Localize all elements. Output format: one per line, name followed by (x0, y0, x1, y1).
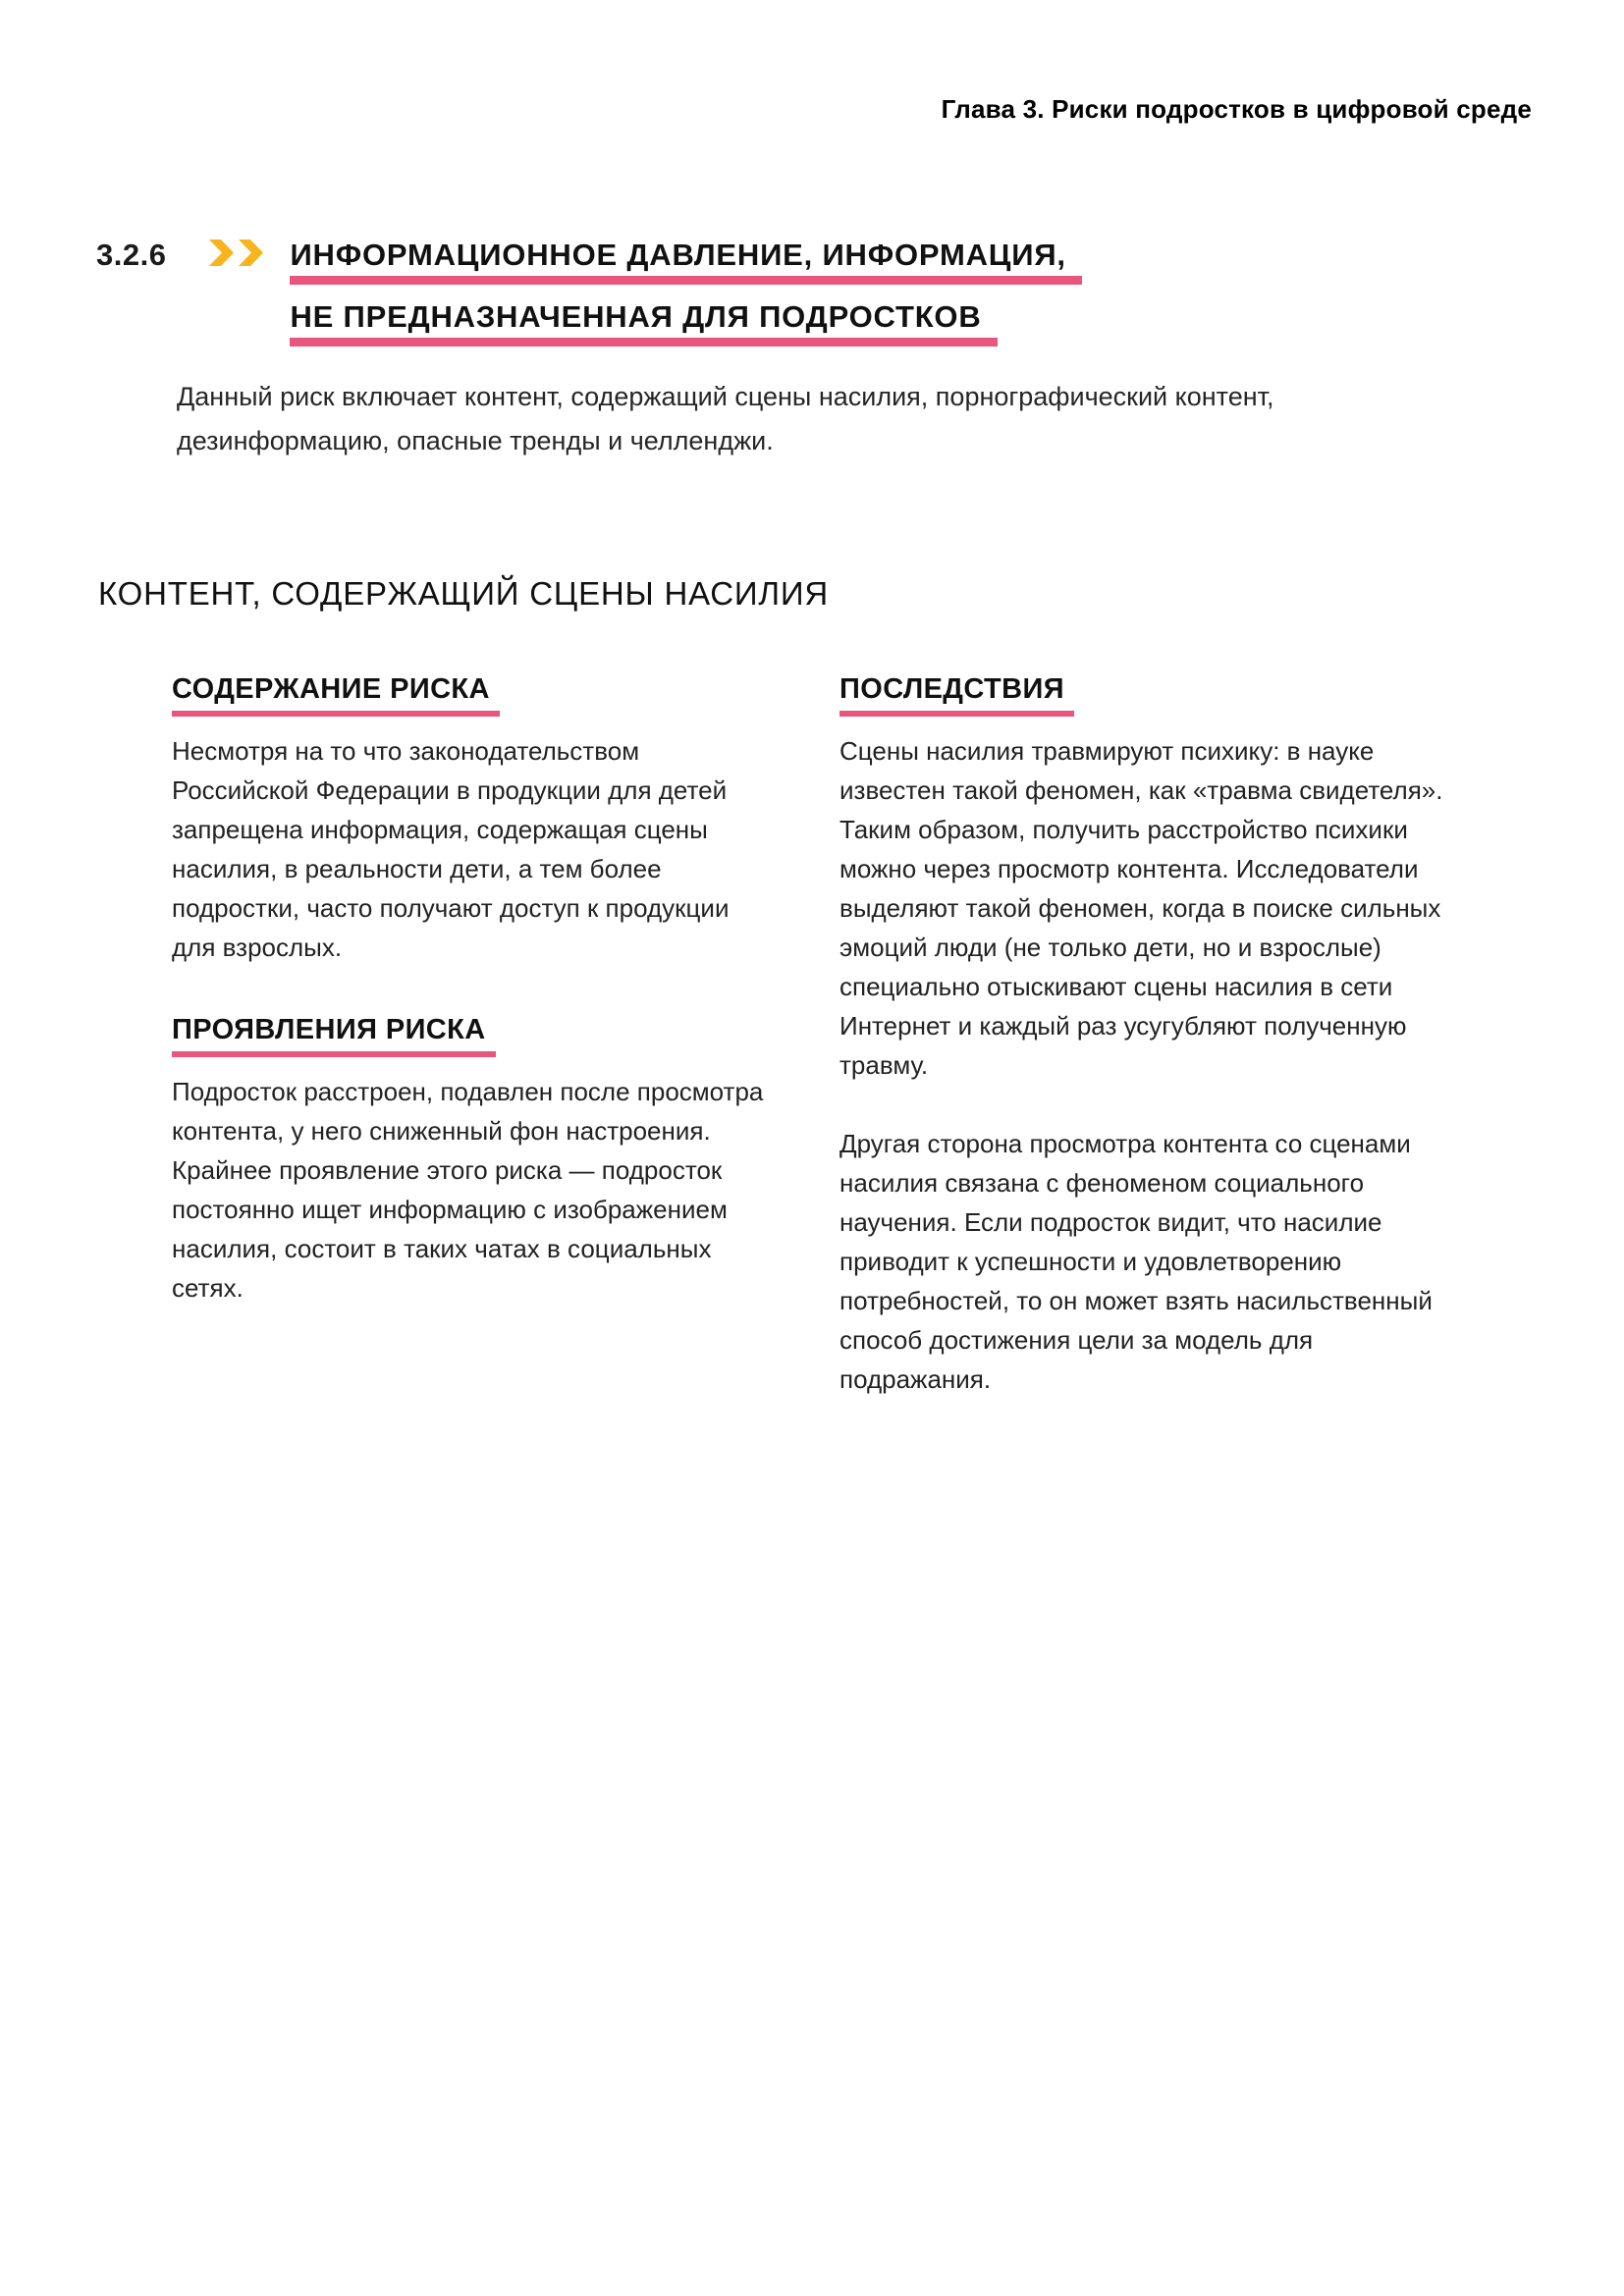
consequences-block (839, 675, 1446, 1399)
section-title-row (96, 236, 1082, 359)
risk-content-heading: СОДЕРЖАНИЕ РИСКА (172, 675, 500, 717)
section-title-line-1: ИНФОРМАЦИОННОЕ ДАВЛЕНИЕ, ИНФОРМАЦИЯ, (290, 236, 1081, 285)
double-chevron-icon (207, 236, 264, 266)
left-column (172, 675, 779, 1399)
consequences-paragraph-2: Другая сторона просмотра контента со сценами насилия связана с феноменом социального научения. Если подросток видит, что насилие приводит к успешности и удовлетворению потребностей, то он может взять насильственный способ достижения цели за модель для подражания. (839, 1129, 1433, 1394)
right-column (839, 675, 1446, 1399)
risk-manifestation-paragraph: Подросток расстроен, подавлен после просмотра контента, у него сниженный фон настроения. Крайнее проявление этого риска — подросток постоянно ищет информацию с изображением насилия, состоит в таких чатах в социальных сетях. (172, 1077, 764, 1303)
risk-content-paragraph: Несмотря на то что законодательством Российской Федерации в продукции для детей запрещена информация, содержащая сцены насилия, в реальности дети, а тем более подростки, часто получают доступ к продукции для взрослых. (172, 736, 730, 962)
chapter-running-head: Глава 3. Риски подростков в цифровой среде (941, 94, 1532, 124)
section-title-line-2: НЕ ПРЕДНАЗНАЧЕННАЯ ДЛЯ ПОДРОСТКОВ (290, 297, 997, 347)
chevron-right-icon (237, 240, 264, 266)
risk-content-block (172, 675, 779, 967)
section-number: 3.2.6 (96, 238, 167, 272)
section-intro-paragraph: Данный риск включает контент, содержащий сцены насилия, порнографический контент, дезинформацию, опасные тренды и челленджи. (177, 382, 1274, 455)
consequences-heading: ПОСЛЕДСТВИЯ (839, 675, 1074, 717)
risk-columns (172, 675, 1446, 1399)
risk-manifestation-heading: ПРОЯВЛЕНИЯ РИСКА (172, 1016, 496, 1057)
chevron-right-icon (207, 240, 235, 266)
section-title (290, 236, 1081, 359)
consequences-paragraph-1: Сцены насилия травмируют психику: в науке известен такой феномен, как «травма свидетеля». Таким образом, получить расстройство психики можно через просмотр контента. Исследователи выделяют такой феномен, когда в поиске сильных эмоций люди (не только дети, но и взрослые) специально отыскивают сцены насилия в сети Интернет и каждый раз усугубляют полученную травму. (839, 736, 1443, 1080)
risk-manifestation-block (172, 1016, 779, 1308)
subsection-title: КОНТЕНТ, СОДЕРЖАЩИЙ СЦЕНЫ НАСИЛИЯ (98, 575, 830, 612)
